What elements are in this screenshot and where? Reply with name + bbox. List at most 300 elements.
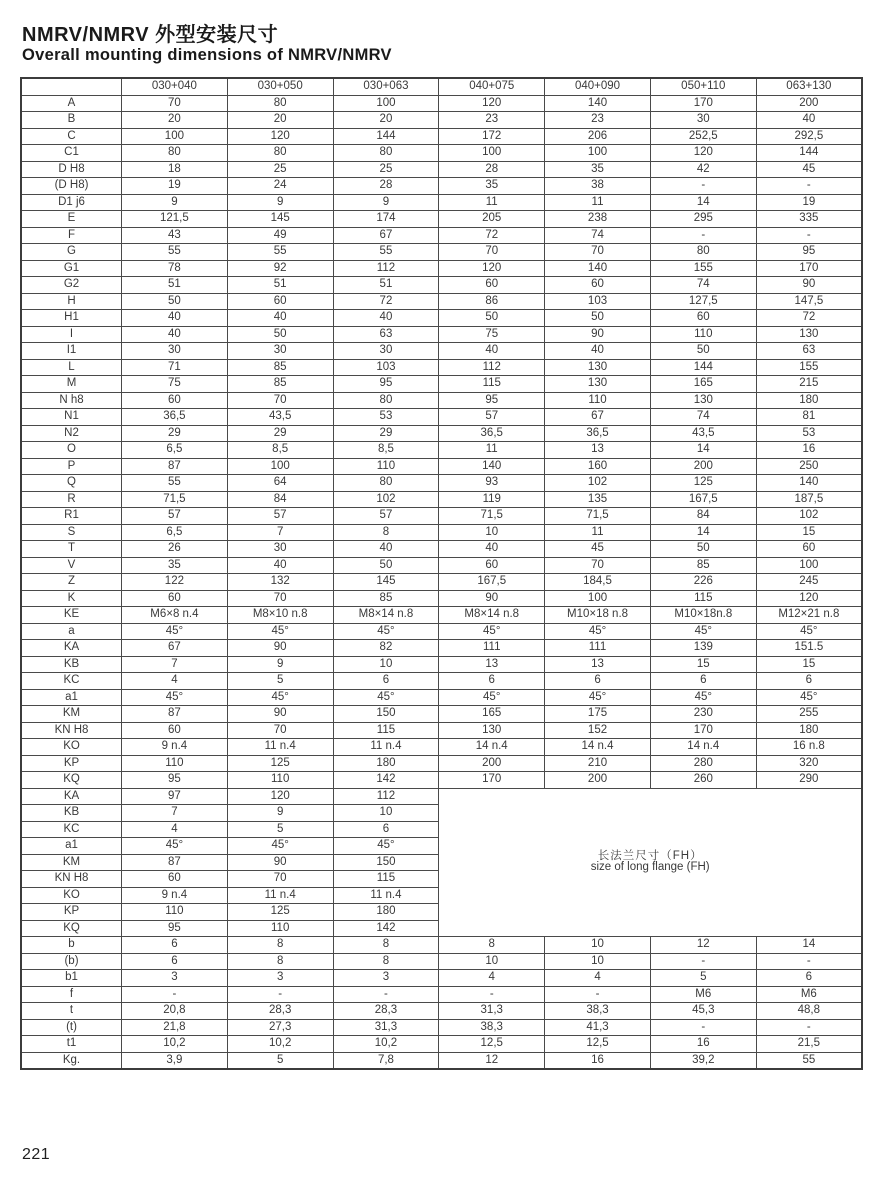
value-cell: 170 (650, 95, 756, 112)
value-cell: 170 (650, 722, 756, 739)
value-cell: 40 (333, 310, 439, 327)
value-cell: 45° (545, 689, 651, 706)
value-cell: 45° (333, 623, 439, 640)
table-row (21, 211, 862, 228)
value-cell: 115 (333, 722, 439, 739)
value-cell: 45° (122, 838, 228, 855)
value-cell: 12 (650, 937, 756, 954)
value-cell: 40 (122, 310, 228, 327)
value-cell: 74 (650, 277, 756, 294)
table-row (21, 178, 862, 195)
value-cell: 45,3 (650, 1003, 756, 1020)
value-cell: 120 (650, 145, 756, 162)
value-cell: 95 (756, 244, 862, 261)
table-row (21, 277, 862, 294)
value-cell: 100 (122, 128, 228, 145)
value-cell: 145 (227, 211, 333, 228)
value-cell: 132 (227, 574, 333, 591)
value-cell: 36,5 (439, 425, 545, 442)
value-cell: 55 (333, 244, 439, 261)
value-cell: 20 (227, 112, 333, 129)
value-cell: 48,8 (756, 1003, 862, 1020)
value-cell: 145 (333, 574, 439, 591)
value-cell: 70 (545, 557, 651, 574)
value-cell: 24 (227, 178, 333, 195)
value-cell: 7 (122, 656, 228, 673)
value-cell: 11 (545, 524, 651, 541)
row-label: S (21, 524, 122, 541)
value-cell: 70 (227, 722, 333, 739)
value-cell: 8 (333, 953, 439, 970)
row-label: D H8 (21, 161, 122, 178)
value-cell: 205 (439, 211, 545, 228)
value-cell: 29 (227, 425, 333, 442)
value-cell: 93 (439, 475, 545, 492)
value-cell: 16 (545, 1052, 651, 1069)
value-cell: 75 (439, 326, 545, 343)
value-cell: 6 (756, 970, 862, 987)
value-cell: 16 (756, 442, 862, 459)
value-cell: 57 (227, 508, 333, 525)
row-label: KQ (21, 920, 122, 937)
value-cell: 110 (333, 458, 439, 475)
value-cell: 13 (439, 656, 545, 673)
value-cell: 5 (227, 821, 333, 838)
value-cell: 50 (650, 541, 756, 558)
value-cell: 40 (756, 112, 862, 129)
value-cell: 10,2 (122, 1036, 228, 1053)
value-cell: 175 (545, 706, 651, 723)
table-row (21, 739, 862, 756)
value-cell: 180 (756, 722, 862, 739)
row-label: f (21, 986, 122, 1003)
value-cell: 86 (439, 293, 545, 310)
value-cell: 110 (650, 326, 756, 343)
table-row (21, 161, 862, 178)
value-cell: 35 (122, 557, 228, 574)
value-cell: 80 (333, 145, 439, 162)
value-cell: 200 (439, 755, 545, 772)
value-cell: 14 (650, 524, 756, 541)
value-cell: 63 (333, 326, 439, 343)
table-row (21, 244, 862, 261)
table-header-row (21, 78, 862, 95)
value-cell: 165 (439, 706, 545, 723)
row-label: H (21, 293, 122, 310)
value-cell: 130 (545, 376, 651, 393)
value-cell: 10 (439, 524, 545, 541)
row-label: KN H8 (21, 871, 122, 888)
value-cell: 51 (227, 277, 333, 294)
value-cell: 110 (122, 755, 228, 772)
value-cell: 43,5 (650, 425, 756, 442)
value-cell: 55 (227, 244, 333, 261)
row-label: A (21, 95, 122, 112)
value-cell: 11 (439, 194, 545, 211)
value-cell: M10×18 n.8 (545, 607, 651, 624)
row-label: R1 (21, 508, 122, 525)
table-row (21, 1019, 862, 1036)
value-cell: 4 (439, 970, 545, 987)
value-cell: 31,3 (333, 1019, 439, 1036)
value-cell: 226 (650, 574, 756, 591)
value-cell: 295 (650, 211, 756, 228)
row-label: F (21, 227, 122, 244)
value-cell: 115 (650, 590, 756, 607)
value-cell: 6 (439, 673, 545, 690)
value-cell: 29 (333, 425, 439, 442)
table-row (21, 590, 862, 607)
value-cell: 90 (439, 590, 545, 607)
value-cell: 11 n.4 (227, 739, 333, 756)
value-cell: 40 (545, 343, 651, 360)
value-cell: 100 (545, 590, 651, 607)
value-cell: 70 (227, 392, 333, 409)
value-cell: 23 (439, 112, 545, 129)
value-cell: 14 (756, 937, 862, 954)
value-cell: 290 (756, 772, 862, 789)
value-cell: 30 (650, 112, 756, 129)
column-header: 063+130 (756, 78, 862, 95)
value-cell: 35 (439, 178, 545, 195)
value-cell: 71,5 (439, 508, 545, 525)
value-cell: 80 (122, 145, 228, 162)
value-cell: 67 (545, 409, 651, 426)
table-row (21, 1052, 862, 1069)
value-cell: 57 (122, 508, 228, 525)
value-cell: 115 (333, 871, 439, 888)
value-cell: 142 (333, 920, 439, 937)
table-row (21, 772, 862, 789)
value-cell: 8 (333, 524, 439, 541)
value-cell: 74 (650, 409, 756, 426)
dimensions-table (20, 77, 863, 1070)
value-cell: 50 (122, 293, 228, 310)
value-cell: 6 (545, 673, 651, 690)
value-cell: 40 (439, 343, 545, 360)
row-label: N1 (21, 409, 122, 426)
value-cell: 50 (650, 343, 756, 360)
value-cell: 67 (333, 227, 439, 244)
table-row (21, 673, 862, 690)
value-cell: 15 (756, 524, 862, 541)
value-cell: M6 (756, 986, 862, 1003)
value-cell: 112 (439, 359, 545, 376)
table-row (21, 227, 862, 244)
value-cell: 187,5 (756, 491, 862, 508)
value-cell: 15 (756, 656, 862, 673)
value-cell: 150 (333, 706, 439, 723)
value-cell: 8,5 (333, 442, 439, 459)
value-cell: 3,9 (122, 1052, 228, 1069)
value-cell: 16 n.8 (756, 739, 862, 756)
table-row (21, 458, 862, 475)
value-cell: 238 (545, 211, 651, 228)
value-cell: 252,5 (650, 128, 756, 145)
value-cell: 9 (227, 194, 333, 211)
value-cell: 80 (333, 475, 439, 492)
value-cell: 80 (227, 145, 333, 162)
value-cell: 184,5 (545, 574, 651, 591)
value-cell: 280 (650, 755, 756, 772)
value-cell: 85 (227, 359, 333, 376)
row-label: D1 j6 (21, 194, 122, 211)
value-cell: 180 (756, 392, 862, 409)
value-cell: M8×14 n.8 (333, 607, 439, 624)
value-cell: 40 (122, 326, 228, 343)
table-row (21, 409, 862, 426)
row-label: KP (21, 904, 122, 921)
value-cell: M6 (650, 986, 756, 1003)
value-cell: - (650, 1019, 756, 1036)
value-cell: 115 (439, 376, 545, 393)
value-cell: 172 (439, 128, 545, 145)
value-cell: 63 (756, 343, 862, 360)
value-cell: - (545, 986, 651, 1003)
column-header: 040+075 (439, 78, 545, 95)
value-cell: 57 (333, 508, 439, 525)
row-label: N h8 (21, 392, 122, 409)
value-cell: 43,5 (227, 409, 333, 426)
value-cell: 19 (756, 194, 862, 211)
value-cell: 14 n.4 (439, 739, 545, 756)
value-cell: 67 (122, 640, 228, 657)
value-cell: 95 (333, 376, 439, 393)
value-cell: 335 (756, 211, 862, 228)
value-cell: 112 (333, 260, 439, 277)
value-cell: 10 (333, 656, 439, 673)
value-cell: 8 (439, 937, 545, 954)
value-cell: 60 (122, 871, 228, 888)
value-cell: 72 (439, 227, 545, 244)
value-cell: 120 (439, 260, 545, 277)
value-cell: 70 (227, 590, 333, 607)
value-cell: 10 (439, 953, 545, 970)
value-cell: 74 (545, 227, 651, 244)
value-cell: 120 (227, 128, 333, 145)
value-cell: 110 (545, 392, 651, 409)
value-cell: 28 (439, 161, 545, 178)
value-cell: 45° (439, 689, 545, 706)
value-cell: 50 (545, 310, 651, 327)
value-cell: 100 (227, 458, 333, 475)
value-cell: 152 (545, 722, 651, 739)
value-cell: 160 (545, 458, 651, 475)
value-cell: 80 (227, 95, 333, 112)
value-cell: - (756, 178, 862, 195)
value-cell: 9 (333, 194, 439, 211)
value-cell: 111 (545, 640, 651, 657)
value-cell: 60 (756, 541, 862, 558)
row-label: a (21, 623, 122, 640)
table-row (21, 755, 862, 772)
value-cell: 70 (545, 244, 651, 261)
value-cell: 167,5 (650, 491, 756, 508)
row-label: KB (21, 805, 122, 822)
value-cell: 7,8 (333, 1052, 439, 1069)
value-cell: 36,5 (545, 425, 651, 442)
value-cell: 230 (650, 706, 756, 723)
value-cell: M12×21 n.8 (756, 607, 862, 624)
value-cell: 14 n.4 (545, 739, 651, 756)
value-cell: 11 (545, 194, 651, 211)
value-cell: - (439, 986, 545, 1003)
row-label: B (21, 112, 122, 129)
value-cell: 57 (439, 409, 545, 426)
value-cell: 144 (756, 145, 862, 162)
page-title-english: Overall mounting dimensions of NMRV/NMRV (22, 46, 392, 64)
table-row (21, 640, 862, 657)
table-row (21, 425, 862, 442)
value-cell: 144 (650, 359, 756, 376)
value-cell: 60 (227, 293, 333, 310)
value-cell: 85 (227, 376, 333, 393)
value-cell: 80 (650, 244, 756, 261)
table-row (21, 475, 862, 492)
value-cell: 9 n.4 (122, 887, 228, 904)
value-cell: 10,2 (333, 1036, 439, 1053)
row-label: V (21, 557, 122, 574)
value-cell: 85 (333, 590, 439, 607)
value-cell: 5 (227, 673, 333, 690)
value-cell: 215 (756, 376, 862, 393)
value-cell: 130 (439, 722, 545, 739)
table-row (21, 260, 862, 277)
value-cell: 135 (545, 491, 651, 508)
value-cell: 206 (545, 128, 651, 145)
value-cell: - (756, 1019, 862, 1036)
table-row (21, 706, 862, 723)
table-row (21, 656, 862, 673)
value-cell: 25 (333, 161, 439, 178)
value-cell: 9 (122, 194, 228, 211)
value-cell: 6 (122, 937, 228, 954)
value-cell: 140 (439, 458, 545, 475)
value-cell: - (122, 986, 228, 1003)
value-cell: 45° (227, 623, 333, 640)
value-cell: 13 (545, 442, 651, 459)
value-cell: 4 (122, 821, 228, 838)
row-label: Kg. (21, 1052, 122, 1069)
value-cell: 6 (122, 953, 228, 970)
column-header: 050+110 (650, 78, 756, 95)
row-label: KA (21, 788, 122, 805)
value-cell: 10,2 (227, 1036, 333, 1053)
value-cell: 110 (122, 904, 228, 921)
value-cell: 3 (333, 970, 439, 987)
value-cell: 9 (227, 656, 333, 673)
row-label: O (21, 442, 122, 459)
value-cell: 5 (227, 1052, 333, 1069)
value-cell: 14 (650, 442, 756, 459)
value-cell: 20,8 (122, 1003, 228, 1020)
value-cell: 23 (545, 112, 651, 129)
value-cell: 245 (756, 574, 862, 591)
value-cell: 102 (545, 475, 651, 492)
value-cell: 60 (122, 590, 228, 607)
value-cell: 45° (650, 689, 756, 706)
value-cell: 45 (545, 541, 651, 558)
value-cell: 87 (122, 854, 228, 871)
value-cell: 90 (756, 277, 862, 294)
value-cell: 100 (756, 557, 862, 574)
value-cell: 14 (650, 194, 756, 211)
value-cell: 70 (439, 244, 545, 261)
value-cell: 3 (122, 970, 228, 987)
value-cell: 45° (439, 623, 545, 640)
value-cell: 81 (756, 409, 862, 426)
value-cell: M8×14 n.8 (439, 607, 545, 624)
value-cell: 78 (122, 260, 228, 277)
row-label: E (21, 211, 122, 228)
table-row (21, 326, 862, 343)
table-row (21, 1003, 862, 1020)
value-cell: 53 (333, 409, 439, 426)
value-cell: 9 (227, 805, 333, 822)
table-row (21, 986, 862, 1003)
value-cell: 3 (227, 970, 333, 987)
value-cell: - (650, 227, 756, 244)
value-cell: 11 n.4 (227, 887, 333, 904)
value-cell: 38 (545, 178, 651, 195)
value-cell: - (227, 986, 333, 1003)
value-cell: 200 (545, 772, 651, 789)
table-row (21, 112, 862, 129)
value-cell: 85 (650, 557, 756, 574)
row-label: KB (21, 656, 122, 673)
value-cell: 45° (756, 623, 862, 640)
column-header: 030+050 (227, 78, 333, 95)
value-cell: 151.5 (756, 640, 862, 657)
value-cell: 10 (545, 953, 651, 970)
table-row (21, 541, 862, 558)
value-cell: 4 (122, 673, 228, 690)
value-cell: 13 (545, 656, 651, 673)
table-row (21, 442, 862, 459)
table-row (21, 1036, 862, 1053)
value-cell: 70 (227, 871, 333, 888)
value-cell: 11 (439, 442, 545, 459)
value-cell: - (650, 953, 756, 970)
table-row (21, 343, 862, 360)
value-cell: 147,5 (756, 293, 862, 310)
value-cell: 155 (756, 359, 862, 376)
table-row (21, 623, 862, 640)
row-label: Q (21, 475, 122, 492)
row-label: T (21, 541, 122, 558)
value-cell: 51 (122, 277, 228, 294)
value-cell: 121,5 (122, 211, 228, 228)
row-label: G2 (21, 277, 122, 294)
table-row (21, 310, 862, 327)
table-row (21, 128, 862, 145)
table-row (21, 376, 862, 393)
table-row (21, 95, 862, 112)
value-cell: 92 (227, 260, 333, 277)
table-row (21, 970, 862, 987)
value-cell: 90 (227, 854, 333, 871)
value-cell: 200 (650, 458, 756, 475)
value-cell: 120 (756, 590, 862, 607)
value-cell: 139 (650, 640, 756, 657)
table-head (21, 78, 862, 95)
table-row (21, 607, 862, 624)
value-cell: 292,5 (756, 128, 862, 145)
value-cell: M6×8 n.4 (122, 607, 228, 624)
value-cell: 102 (333, 491, 439, 508)
value-cell: 45° (333, 838, 439, 855)
row-label: P (21, 458, 122, 475)
